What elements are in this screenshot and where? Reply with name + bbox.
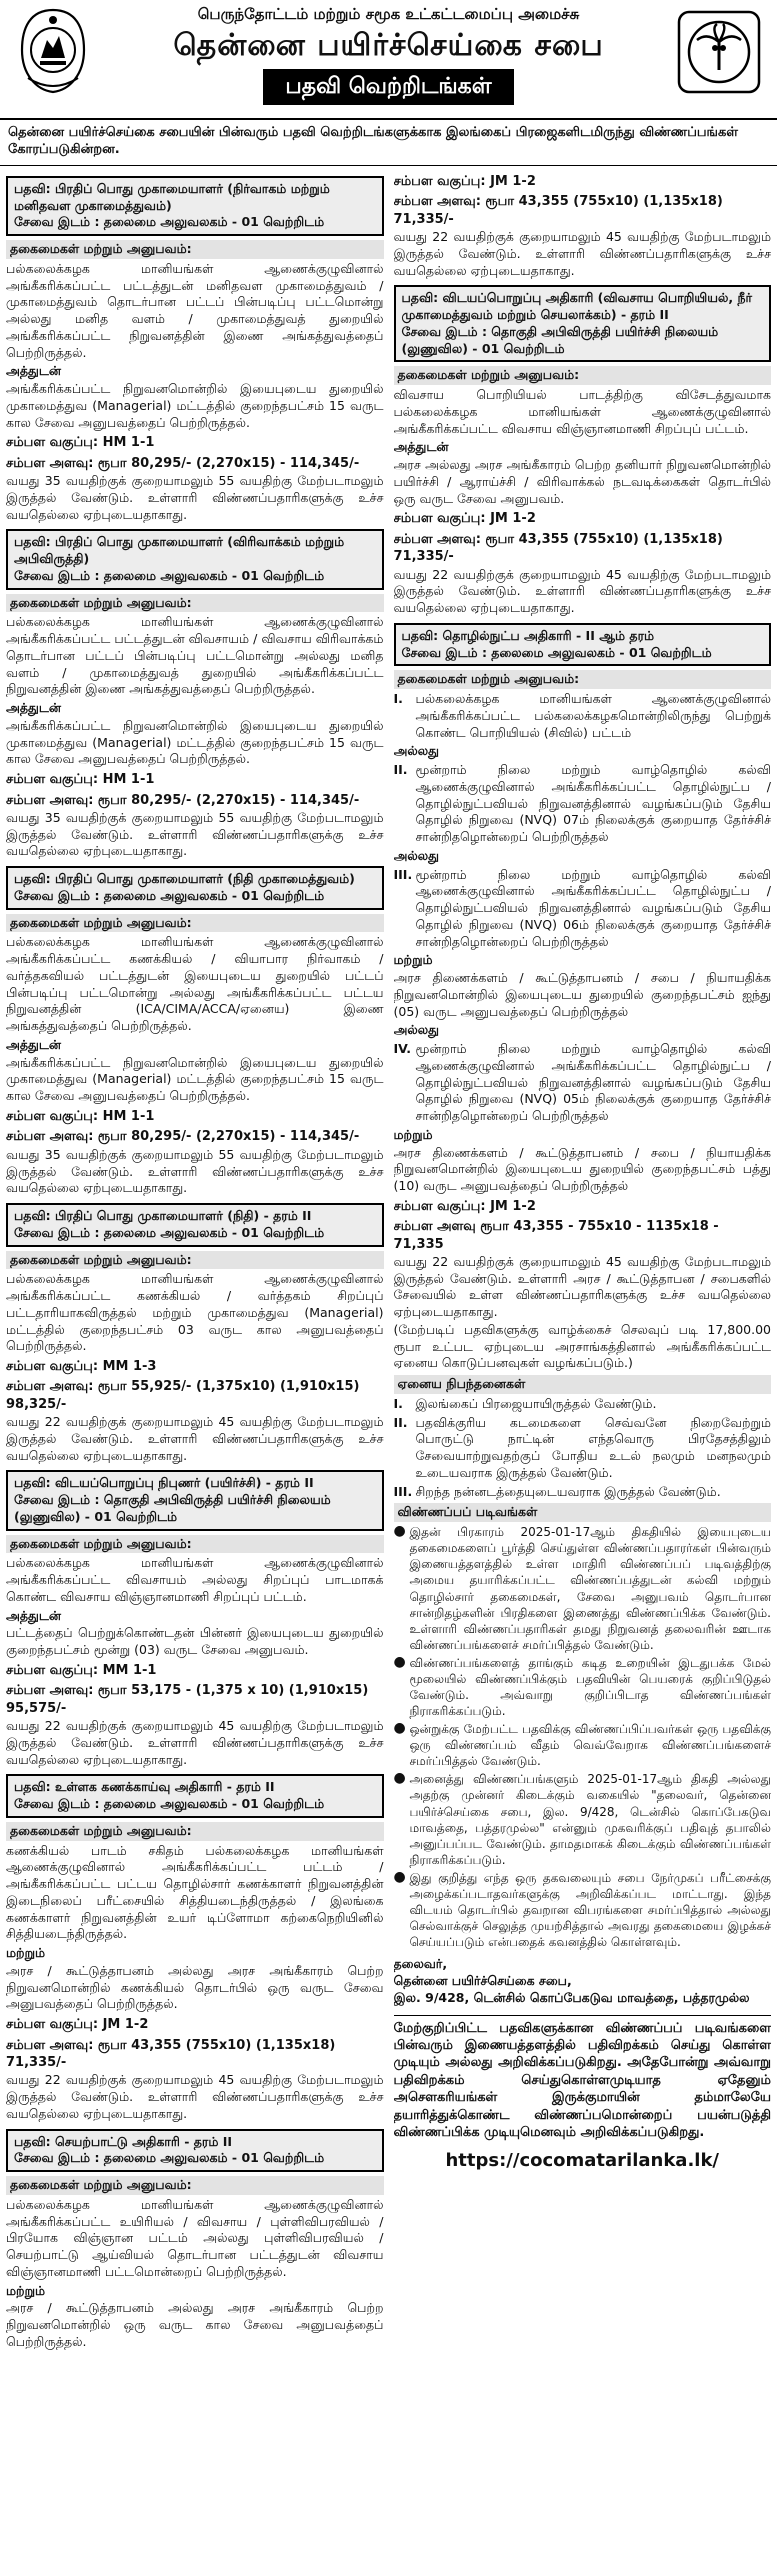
salary-code: சம்பள வகுப்பு: HM 1-1	[6, 435, 155, 451]
post-title: பதவி: பிரதிப் பொது முகாமையாளர் (நிதி முகாமைத்துவம்)	[14, 871, 355, 887]
post-title: பதவி: தொழில்நுட்ப அதிகாரி - II ஆம் தரம்	[401, 627, 655, 643]
post-title-box	[394, 285, 772, 362]
salary-code: சம்பள வகுப்பு: JM 1-2	[393, 173, 536, 189]
salary-code: சம்பள வகுப்பு: JM 1-2	[393, 1198, 536, 1214]
age-requirement: வயது 22 வயதிற்குக் குறையாமலும் 45 வயதிற்கு மேற்படாமலும் இருத்தல் வேண்டும். உள்ளாரி விண்ணப்பதாரிகளுக்கு உச்ச வயதெல்லை ஏற்புடையதாகாது.	[393, 229, 771, 278]
qualifications-text: பல்கலைக்கழக மானியங்கள் ஆணைக்குழுவினால் அங்கீகரிக்கப்பட்ட பட்டத்துடன் விவசாயம் / விவசாய விரிவாக்கம் தொடர்பான பட்டப் பின்படிப்பு பட்டமொன்று அல்லது மனித வளம் / முகாமைத்துவத் துறையில் அங்கீகரிக்கப்பட்ட நிறுவனத்தின் இணை அங்கத்துவத்தைப் பெற்றிருத்தல்.	[6, 614, 384, 697]
qualifications-text: பல்கலைக்கழக மானியங்கள் ஆணைக்குழுவினால் அங்கீகரிக்கப்பட்ட பட்டத்துடன் மனிதவள முகாமைத்துவம் / முகாமைத்துவம் தொடர்பான பட்டப் பின்படிப்பு பட்டமொன்று அல்லது மனித வளம் / முகாமைத்துவத் துறையில் அங்கீகரிக்கப்பட்ட நிறுவனத்தின் இணை அங்கத்துவத்தைப் பெற்றிருத்தல்.	[6, 260, 384, 360]
post-station: சேவை இடம் : தலைமை அலுவலகம் - 01 வெற்றிடம்	[401, 644, 712, 660]
age-requirement: வயது 35 வயதிற்குக் குறையாமலும் 55 வயதிற்கு மேற்படாமலும் இருத்தல் வேண்டும். உள்ளாரி விண்ணப்பதாரிகளுக்கு உச்ச வயதெல்லை ஏற்புடையதாகாது.	[6, 809, 384, 859]
experience-heading: மற்றும்	[6, 1945, 46, 1961]
experience-heading: அத்துடன்	[6, 1607, 61, 1623]
left-column	[6, 170, 384, 2540]
experience-text: அங்கீகரிக்கப்பட்ட நிறுவனமொன்றில் இயைபுடைய துறையில் முகாமைத்துவ (Managerial) மட்டத்தில் குறைந்தபட்சம் 15 வருட கால சேவை அனுபவத்தைப் பெற்றிருத்தல்.	[6, 1054, 384, 1104]
salary-amount: சம்பள அளவு: ரூபா 55,925/- (1,375x10) (1,910x15) 98,325/-	[6, 1379, 360, 1412]
post-station: சேவை இடம் : தலைமை அலுவலகம் - 01 வெற்றிடம்	[14, 2150, 325, 2166]
or-label: அல்லது	[393, 847, 439, 863]
qualifications-heading: தகைமைகள் மற்றும் அனுபவம்:	[6, 914, 384, 933]
salary-amount: சம்பள அளவு: ரூபா 53,175 - (1,375 x 10) (1,910x15) 95,575/-	[6, 1683, 369, 1716]
download-notice: மேற்குறிப்பிட்ட பதவிகளுக்கான விண்ணப்பப் படிவங்களை பின்வரும் இணையத்தளத்தில் பதிவிறக்கம் செய்து கொள்ள முடியும் அல்லது அறிவிக்கப்படுகிறது. அதேபோன்று அவ்வாறு பதிவிறக்கம் செய்துகொள்ளமுடியாத ஏதேனும் அசௌகரியங்கள் இருக்குமாயின் தம்மாலேயே தயாரித்துக்கொண்ட விண்ணப்பமொன்றைப் பயன்படுத்தி விண்ணப்பிக்க முடியுமெனவும் அறிவிக்கப்படுகிறது.	[394, 2015, 772, 2142]
or-label: அல்லது	[393, 743, 439, 759]
condition-item: I. இலங்கைப் பிரஜையாயிருத்தல் வேண்டும்.	[393, 1395, 657, 1411]
bullet-icon: ●	[393, 1720, 406, 1737]
board-name: தென்னை பயிர்ச்செய்கை சபை	[173, 28, 604, 64]
application-heading: விண்ணப்பப் படிவங்கள்	[394, 1503, 772, 1522]
qualification-option: II. மூன்றாம் நிலை மற்றும் வாழ்தொழில் கல்வி ஆணைக்குழுவினால் அங்கீகரிக்கப்பட்ட தொழில்நுட்ப / தொழில்நுட்பவியல் நிறுவனத்தினால் வழங்கப்படும் தேசிய தொழில் நிறுவை (NVQ) 07ம் நிலைக்குக் குறையாத தேர்ச்சிச் சான்றிதழொன்றைப் பெற்றிருத்தல்	[393, 762, 771, 844]
experience-heading: அத்துடன்	[393, 439, 449, 455]
experience-heading: அத்துடன்	[6, 700, 61, 716]
salary-code: சம்பள வகுப்பு: HM 1-1	[6, 772, 155, 788]
post-title: பதவி: செயற்பாட்டு அதிகாரி - தரம் II	[14, 2133, 233, 2149]
post-station: சேவை இடம் : தலைமை அலுவலகம் - 01 வெற்றிடம்	[14, 1224, 325, 1240]
qualifications-text: பல்கலைக்கழக மானியங்கள் ஆணைக்குழுவினால் அங்கீகரிக்கப்பட்ட கணக்கியல் / வர்த்தகம் சிறப்புப் பட்டதாரியாகவிருத்தல் மற்றும் முகாமைத்துவ (Managerial) மட்டத்தில் குறைந்தபட்சம் 03 வருட கால அனுபவத்தைப் பெற்றிருத்தல்.	[6, 1271, 384, 1354]
post-station: சேவை இடம் : தலைமை அலுவலகம் - 01 வெற்றிடம்	[14, 214, 325, 230]
experience-heading: அத்துடன்	[6, 363, 61, 379]
and-label: மற்றும்	[393, 1126, 433, 1142]
post-title: பதவி: பிரதிப் பொது முகாமையாளர் (நிர்வாகம் மற்றும் மனிதவள முகாமைத்துவம்)	[14, 180, 330, 213]
salary-amount: சம்பள அளவு: ரூபா 80,295/- (2,270x15) - 114,345/-	[6, 455, 360, 471]
experience-text: பட்டத்தைப் பெற்றுக்கொண்டதன் பின்னர் இயைபுடைய துறையில் குறைந்தபட்சம் மூன்று (03) வருட சேவை அனுபவம்.	[6, 1625, 384, 1658]
salary-amount: சம்பள அளவு: ரூபா 80,295/- (2,270x15) - 114,345/-	[6, 1129, 360, 1145]
general-conditions-heading: ஏனைய நிபந்தனைகள்	[394, 1375, 772, 1394]
condition-item: III. சிறந்த நன்னடத்தையுடையவராக இருத்தல் வேண்டும்.	[393, 1483, 721, 1499]
qualifications-text: பல்கலைக்கழக மானியங்கள் ஆணைக்குழுவினால் அங்கீகரிக்கப்பட்ட உயிரியல் / விவசாய / புள்ளிவிபரவியல் / பிரயோக விஞ்ஞான பட்டம் அல்லது புள்ளிவிபரவியல் / செயற்பாட்டு ஆய்வியல் தொடர்பான பட்டத்துடன் விவசாய விஞ்ஞானமாணி பட்டமொன்றைப் பெற்றிருத்தல்.	[6, 2196, 384, 2279]
address-line: தென்னை பயிர்ச்செய்கை சபை,	[393, 1973, 572, 1988]
qualifications-text: விவசாய பொறியியல் பாடத்திற்கு விசேடத்துவமாக பல்கலைக்கழக மானியங்கள் ஆணைக்குழுவினால் அங்கீகரிக்கப்பட்ட விவசாய விஞ்ஞானமாணி சிறப்புப் பட்டம்.	[393, 387, 771, 436]
salary-code: சம்பள வகுப்பு: HM 1-1	[6, 1108, 155, 1124]
salary-code: சம்பள வகுப்பு: MM 1-1	[6, 1662, 157, 1678]
salary-code: சம்பள வகுப்பு: JM 1-2	[393, 511, 536, 527]
qualification-option: III. மூன்றாம் நிலை மற்றும் வாழ்தொழில் கல்வி ஆணைக்குழுவினால் அங்கீகரிக்கப்பட்ட தொழில்நுட்ப / தொழில்நுட்பவியல் நிறுவனத்தினால் வழங்கப்படும் தேசிய தொழில் நிறுவை (NVQ) 06ம் நிலைக்குக் குறையாத தேர்ச்சிச் சான்றிதழொன்றைப் பெற்றிருத்தல்	[393, 866, 771, 949]
condition-item: II. பதவிக்குரிய கடமைகளை செவ்வனே நிறைவேற்றும் பொருட்டு நாட்டின் எந்தவொரு பிரதேசத்திலும் சேவையாற்றுவதற்குப் போதிய உடல் நலமும் மனநலமும் உடையவராக இருத்தல் வேண்டும்.	[393, 1414, 771, 1480]
experience-text: அரச / கூட்டுத்தாபனம் அல்லது அரச அங்கீகாரம் பெற்ற நிறுவனமொன்றில் ஒரு வருட கால சேவை அனுபவத்தைப் பெற்றிருத்தல்.	[6, 2300, 384, 2349]
post-title-box	[6, 1774, 384, 1818]
vacancies-banner: பதவி வெற்றிடங்கள்	[263, 69, 513, 104]
right-column	[394, 170, 772, 2540]
website-link[interactable]: https://cocomatarilanka.lk/	[445, 2150, 720, 2172]
or-label: அல்லது	[393, 1022, 439, 1038]
bullet-icon: ●	[393, 1523, 406, 1540]
qualifications-heading: தகைமைகள் மற்றும் அனுபவம்:	[6, 2176, 384, 2195]
qualification-option: I. பல்கலைக்கழக மானியங்கள் ஆணைக்குழுவினால் அங்கீகரிக்கப்பட்ட பல்கலைக்கழகமொன்றிலிருந்து பெற்றுக் கொண்ட பொறியியல் (சிவில்) பட்டம்	[393, 691, 771, 740]
list-item: ● ஒன்றுக்கு மேற்பட்ட பதவிக்கு விண்ணப்பிப்பவர்கள் ஒரு பதவிக்கு ஒரு விண்ணப்பம் வீதம் வெவ்வேறாக விண்ணப்பங்களைச் சமர்ப்பித்தல் வேண்டும்.	[393, 1720, 771, 1769]
post-title-box	[6, 529, 384, 589]
coconut-board-logo-icon	[677, 10, 761, 94]
post-title: பதவி: பிரதிப் பொது முகாமையாளர் (விரிவாக்கம் மற்றும் அபிவிருத்தி)	[14, 534, 345, 567]
qualifications-heading: தகைமைகள் மற்றும் அனுபவம்:	[6, 240, 384, 259]
post-title: பதவி: உள்ளக கணக்காய்வு அதிகாரி - தரம் II	[14, 1779, 275, 1795]
bullet-icon: ●	[393, 1770, 406, 1787]
sri-lanka-emblem-icon	[14, 6, 92, 96]
application-instructions	[394, 1524, 772, 1950]
ministry-name: பெருந்தோட்டம் மற்றும் சமூக உட்கட்டமைப்பு அமைச்சு	[197, 5, 580, 23]
qualifications-text: பல்கலைக்கழக மானியங்கள் ஆணைக்குழுவினால் அங்கீகரிக்கப்பட்ட கணக்கியல் / வியாபார நிர்வாகம் / வர்த்தகவியல் பட்டத்துடன் இயைபுடைய துறையில் பட்டப் பின்படிப்பு பட்டமொன்று அல்லது அங்கீகரிக்கப்பட்ட பட்டய நிறுவனத்தின் (ICA/CIMA/ACCA/ஏனைய) இணை அங்கத்துவத்தைப் பெற்றிருத்தல்.	[6, 934, 384, 1034]
salary-amount: சம்பள அளவு: ரூபா 43,355 (755x10) (1,135x18) 71,335/-	[393, 531, 723, 565]
age-requirement: வயது 35 வயதிற்குக் குறையாமலும் 55 வயதிற்கு மேற்படாமலும் இருத்தல் வேண்டும். உள்ளாரி விண்ணப்பதாரிகளுக்கு உச்ச வயதெல்லை ஏற்புடையதாகாது.	[6, 1146, 384, 1196]
post-title: பதவி: விடயப்பொறுப்பு நிபுணர் (பயிர்ச்சி) - தரம் II	[14, 1475, 314, 1491]
experience-text: அரச அல்லது அரச அங்கீகாரம் பெற்ற தனியார் நிறுவனமொன்றில் பயிர்ச்சி / ஆராய்ச்சி / விரிவாக்கல் நடவடிக்கைகள் தொடர்பில் ஒரு வருட சேவை அனுபவம்.	[393, 457, 771, 506]
list-item: ● இது குறித்து எந்த ஒரு தகவலையும் சபை நேர்முகப் பரீட்சைக்கு அழைக்கப்படாதவர்களுக்கு அறிவிக்கப்பட மாட்டாது. இந்த விடயம் தொடர்பில் தவறான விபரங்களை சமர்ப்பித்தால் அல்லது செல்வாக்குச் செலுத்த முயற்சித்தால் அவரது தகைமையை இழக்கச் செய்யப்படும் என்பதைக் கவனத்தில் கொள்ளவும்.	[393, 1868, 771, 1950]
experience-heading: அத்துடன்	[6, 1036, 61, 1052]
qualifications-heading: தகைமைகள் மற்றும் அனுபவம்:	[394, 670, 772, 689]
address-block	[394, 1956, 772, 2006]
bullet-icon: ●	[393, 1653, 406, 1670]
post-title-box	[6, 176, 384, 236]
age-requirement: வயது 22 வயதிற்குக் குறையாமலும் 45 வயதிற்கு மேற்படாமலும் இருத்தல் வேண்டும். உள்ளாரி விண்ணப்பதாரிகளுக்கு உச்ச வயதெல்லை ஏற்புடையதாகாது.	[6, 1718, 384, 1767]
age-requirement: வயது 22 வயதிற்குக் குறையாமலும் 45 வயதிற்கு மேற்படாமலும் இருத்தல் வேண்டும். உள்ளாரி விண்ணப்பதாரிகளுக்கு உச்ச வயதெல்லை ஏற்புடையதாகாது.	[393, 566, 771, 615]
list-item: ● இதன் பிரகாரம் 2025-01-17ஆம் திகதியில் இயைபுடைய தகைமைகளைப் பூர்த்தி செய்துள்ள விண்ணப்பதாரர்கள் பின்வரும் இணையத்தளத்தில் உள்ள மாதிரி விண்ணப்பப் படிவத்திற்கு அமைய தயாரிக்கப்பட்ட விண்ணப்பத்துடன் கல்வி மற்றும் தொழில்சார் தகைமைகள், சேவை அனுபவம் தொடர்பான சான்றிதழ்களின் பிரதிகளை இணைத்து விண்ணப்பிக்க வேண்டும். உள்ளாரி விண்ணப்பதாரிகள் தமது நிறுவனத் தலைவரின் ஊடாக விண்ணப்பங்களைச் சமர்ப்பித்தல் வேண்டும்.	[393, 1523, 771, 1652]
allowance-note: (மேற்படிப் பதவிகளுக்கு வாழ்க்கைச் செலவுப் படி 17,800.00 ரூபா உட்பட ஏற்புடைய அரசாங்கத்தினால் அங்கீகரிக்கப்பட்ட ஏனைய கொடுப்பனவுகள் வழங்கப்படும்.)	[393, 1321, 771, 1371]
post-title-box	[6, 2129, 384, 2173]
post-title-box	[6, 866, 384, 910]
salary-amount: சம்பள அளவு: ரூபா 80,295/- (2,270x15) - 114,345/-	[6, 792, 360, 808]
experience-text: அங்கீகரிக்கப்பட்ட நிறுவனமொன்றில் இயைபுடைய துறையில் முகாமைத்துவ (Managerial) மட்டத்தில் குறைந்தபட்சம் 15 வருட கால சேவை அனுபவத்தைப் பெற்றிருத்தல்.	[6, 717, 384, 767]
salary-code: சம்பள வகுப்பு: MM 1-3	[6, 1359, 157, 1374]
post-station: சேவை இடம் : தலைமை அலுவலகம் - 01 வெற்றிடம்	[14, 887, 325, 903]
experience-heading: மற்றும்	[6, 2282, 46, 2298]
address-line: இல. 9/428, டென்சில் கொப்பேகடுவ மாவத்தை, பத்தரமுல்ல	[393, 1989, 750, 2005]
list-item: ● விண்ணப்பங்களைத் தாங்கும் கடித உறையின் இடதுபக்க மேல் மூலையில் விண்ணப்பிக்கும் பதவியின் பெயரைக் குறிப்பிடுதல் வேண்டும். அவ்வாறு குறிப்பிடாத விண்ணப்பங்கள் நிராகரிக்கப்படும்.	[393, 1653, 771, 1719]
post-station: சேவை இடம் : தொகுதி அபிவிருத்தி பயிர்ச்சி நிலையம் (லுணுவில) - 01 வெற்றிடம்	[14, 1492, 331, 1524]
salary-amount: சம்பள அளவு: ரூபா 43,355 (755x10) (1,135x18) 71,335/-	[393, 194, 723, 227]
experience-text: அங்கீகரிக்கப்பட்ட நிறுவனமொன்றில் இயைபுடைய துறையில் முகாமைத்துவ (Managerial) மட்டத்தில் குறைந்தபட்சம் 15 வருட கால சேவை அனுபவத்தைப் பெற்றிருத்தல்.	[6, 381, 384, 430]
notice-columns	[0, 166, 777, 2540]
age-requirement: வயது 22 வயதிற்குக் குறையாமலும் 45 வயதிற்கு மேற்படாமலும் இருத்தல் வேண்டும். உள்ளாரி அரச / கூட்டுத்தாபன / சபைகளில் சேவையில் உள்ள விண்ணப்பதாரிகளுக்கு உச்ச வயதெல்லை ஏற்புடையதாகாது.	[393, 1253, 771, 1320]
post-title: பதவி: பிரதிப் பொது முகாமையாளர் (நிதி) - தரம் II	[14, 1208, 312, 1223]
qualification-option: IV. மூன்றாம் நிலை மற்றும் வாழ்தொழில் கல்வி ஆணைக்குழுவினால் அங்கீகரிக்கப்பட்ட தொழில்நுட்ப / தொழில்நுட்பவியல் நிறுவனத்தினால் வழங்கப்படும் தேசிய தொழில் நிறுவை (NVQ) 05ம் நிலைக்குக் குறையாத தேர்ச்சிச் சான்றிதழொன்றைப் பெற்றிருத்தல்	[393, 1041, 771, 1123]
salary-code: சம்பள வகுப்பு: JM 1-2	[6, 2017, 149, 2033]
post-title-box	[6, 1470, 384, 1530]
qualifications-heading: தகைமைகள் மற்றும் அனுபவம்:	[6, 1535, 384, 1554]
salary-amount: சம்பள அளவு ரூபா 43,355 - 755x10 - 1135x18 - 71,335	[393, 1219, 719, 1252]
experience-text: அரச / கூட்டுத்தாபனம் அல்லது அரச அங்கீகாரம் பெற்ற நிறுவனமொன்றில் கணக்கியல் தொடர்பில் ஒரு வருட சேவை அனுபவத்தைப் பெற்றிருத்தல்.	[6, 1962, 384, 2012]
qualifications-text: பல்கலைக்கழக மானியங்கள் ஆணைக்குழுவினால் அங்கீகரிக்கப்பட்ட விவசாயம் அல்லது சிறப்புப் பாடமாகக் கொண்ட விவசாய விஞ்ஞானமாணி சிறப்புப் பட்டம்.	[6, 1555, 384, 1604]
post-station: சேவை இடம் : தலைமை அலுவலகம் - 01 வெற்றிடம்	[14, 567, 325, 583]
post-title-box	[394, 623, 772, 667]
age-requirement: வயது 22 வயதிற்குக் குறையாமலும் 45 வயதிற்கு மேற்படாமலும் இருத்தல் வேண்டும். உள்ளாரி விண்ணப்பதாரிகளுக்கு உச்ச வயதெல்லை ஏற்புடையதாகாது.	[6, 1414, 384, 1463]
header-titles	[110, 4, 667, 105]
post-title-box	[6, 1203, 384, 1247]
post-title: பதவி: விடயப்பொறுப்பு அதிகாரி (விவசாய பொறியியல், நீர் முகாமைத்துவம் மற்றும் செயலாக்கம்) - தரம் II	[401, 290, 752, 323]
qualifications-heading: தகைமைகள் மற்றும் அனுபவம்:	[6, 1822, 384, 1841]
bullet-icon: ●	[393, 1868, 406, 1885]
and-label: மற்றும்	[393, 952, 433, 968]
post-station: சேவை இடம் : தலைமை அலுவலகம் - 01 வெற்றிடம்	[14, 1796, 325, 1812]
qualifications-heading: தகைமைகள் மற்றும் அனுபவம்:	[394, 366, 772, 385]
age-requirement: வயது 35 வயதிற்குக் குறையாமலும் 55 வயதிற்கு மேற்படாமலும் இருத்தல் வேண்டும். உள்ளாரி விண்ணப்பதாரிகளுக்கு உச்ச வயதெல்லை ஏற்புடையதாகாது.	[6, 473, 384, 522]
notice-header	[0, 0, 777, 120]
address-line: தலைவர்,	[393, 1956, 448, 1972]
experience-text: அரச திணைக்களம் / கூட்டுத்தாபனம் / சபை / நியாயதிக்க நிறுவனமொன்றில் இயைபுடைய துறையில் குறைந்தபட்சம் பத்து (10) வருட அனுபவத்தைப் பெற்றிருத்தல்	[393, 1144, 771, 1193]
qualifications-heading: தகைமைகள் மற்றும் அனுபவம்:	[6, 594, 384, 613]
qualifications-heading: தகைமைகள் மற்றும் அனுபவம்:	[6, 1251, 384, 1270]
age-requirement: வயது 22 வயதிற்குக் குறையாமலும் 45 வயதிற்கு மேற்படாமலும் இருத்தல் வேண்டும். உள்ளாரி விண்ணப்பதாரிகளுக்கு உச்ச வயதெல்லை ஏற்புடையதாகாது.	[6, 2072, 384, 2121]
list-item: ● அனைத்து விண்ணப்பங்களும் 2025-01-17ஆம் திகதி அல்லது அதற்கு முன்னர் கிடைக்கும் வகையில் "தலைவர், தென்னை பயிர்ச்செய்கை சபை, இல. 9/428, டென்சில் கொப்பேகடுவ மாவத்தை, பத்தரமுல்ல" என்னும் முகவரிக்குப் பதிவுத் தபாலில் அனுப்பப்பட வேண்டும். தாமதமாகக் கிடைக்கும் விண்ணப்பங்கள் நிராகரிக்கப்படும்.	[393, 1770, 771, 1867]
intro-text: தென்னை பயிர்ச்செய்கை சபையின் பின்வரும் பதவி வெற்றிடங்களுக்காக இலங்கைப் பிரஜைகளிடமிருந்து விண்ணப்பங்கள் கோரப்படுகின்றன.	[0, 120, 777, 166]
experience-text: அரச திணைக்களம் / கூட்டுத்தாபனம் / சபை / நியாயதிக்க நிறுவனமொன்றில் இயைபுடைய துறையில் குறைந்தபட்சம் ஐந்து (05) வருட அனுபவத்தைப் பெற்றிருத்தல்	[393, 970, 771, 1019]
qualifications-text: கணக்கியல் பாடம் சகிதம் பல்கலைக்கழக மானியங்கள் ஆணைக்குழுவினால் அங்கீகரிக்கப்பட்ட பட்டம் / அங்கீகரிக்கப்பட்ட பட்டய தொழில்சார் கணக்காளர் நிறுவனத்தின் இடைநிலைப் பரீட்சையில் சித்தியடைந்திருத்தல் / இலங்கை கணக்காளர் நிறுவனத்தின் உயர் டிப்ளோமா கற்கைநெறியினில் சித்தியடைந்திருத்தல்.	[6, 1842, 384, 1942]
salary-amount: சம்பள அளவு: ரூபா 43,355 (755x10) (1,135x18) 71,335/-	[6, 2037, 336, 2070]
post-station: சேவை இடம் : தொகுதி அபிவிருத்தி பயிர்ச்சி நிலையம் (லுணுவில) - 01 வெற்றிடம்	[401, 323, 719, 356]
